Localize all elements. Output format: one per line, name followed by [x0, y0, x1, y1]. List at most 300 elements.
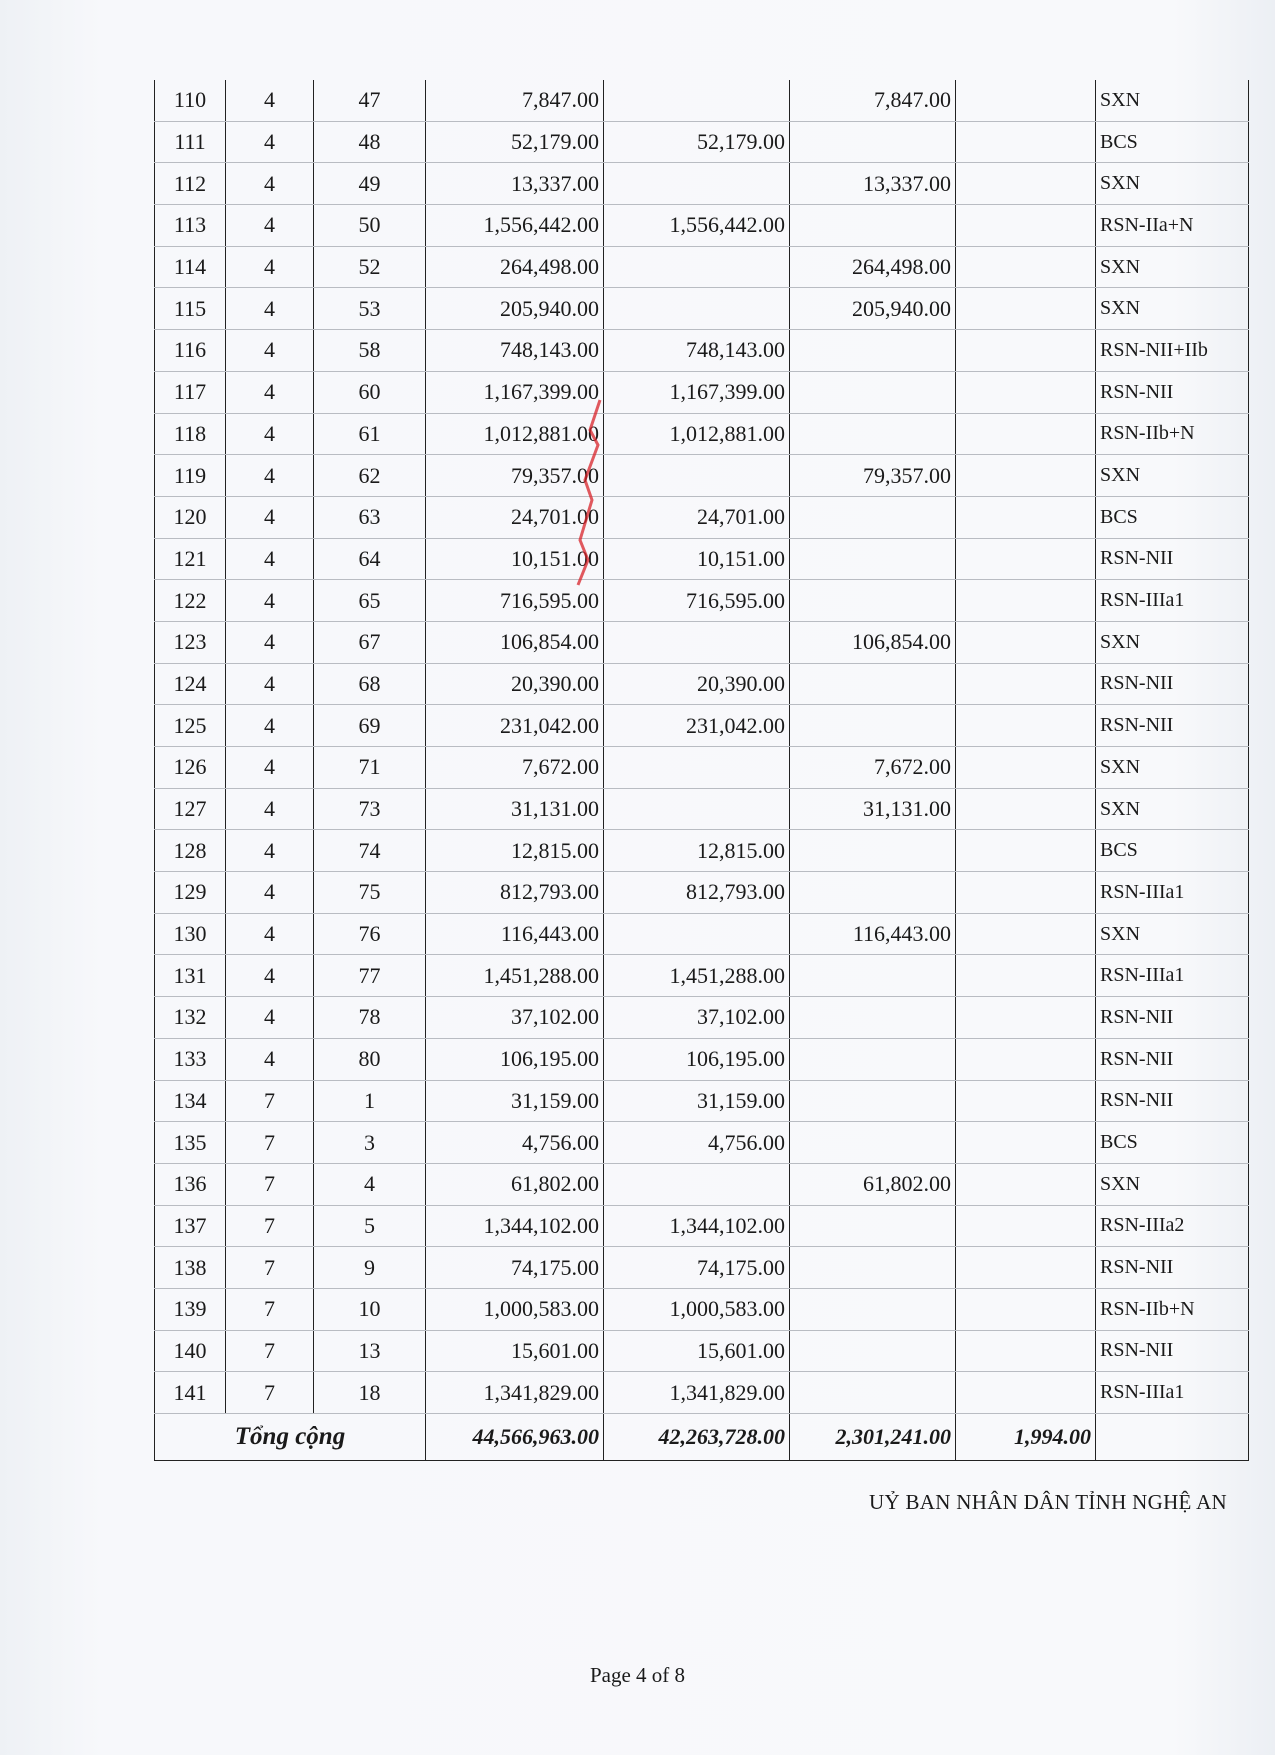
- total-area: 106,854.00: [426, 621, 604, 663]
- area-col-c: [956, 913, 1096, 955]
- area-col-b: [790, 830, 956, 872]
- row-number: 138: [155, 1247, 226, 1289]
- map-sheet: 4: [226, 788, 314, 830]
- total-area: 12,815.00: [426, 830, 604, 872]
- area-col-a: 1,344,102.00: [604, 1205, 790, 1247]
- parcel-number: 71: [314, 747, 426, 789]
- table-row: [155, 455, 1249, 497]
- map-sheet: 7: [226, 1205, 314, 1247]
- area-col-b: 79,357.00: [790, 455, 956, 497]
- map-sheet: 4: [226, 288, 314, 330]
- table-row: [155, 913, 1249, 955]
- total-area: 31,159.00: [426, 1080, 604, 1122]
- land-type: RSN-NII: [1096, 1247, 1249, 1289]
- area-col-c: [956, 371, 1096, 413]
- table-row: [155, 872, 1249, 914]
- table-row: [155, 80, 1249, 121]
- land-type: RSN-NII+IIb: [1096, 330, 1249, 372]
- total-area: 1,012,881.00: [426, 413, 604, 455]
- area-col-b: [790, 1247, 956, 1289]
- table-row: [155, 121, 1249, 163]
- table-row: [155, 788, 1249, 830]
- map-sheet: 7: [226, 1122, 314, 1164]
- area-col-c: [956, 663, 1096, 705]
- land-type: SXN: [1096, 913, 1249, 955]
- area-col-a: [604, 288, 790, 330]
- area-col-c: [956, 580, 1096, 622]
- table-row: [155, 830, 1249, 872]
- area-col-b: 7,847.00: [790, 80, 956, 121]
- map-sheet: 4: [226, 496, 314, 538]
- table-row: [155, 1330, 1249, 1372]
- area-col-b: [790, 121, 956, 163]
- row-number: 111: [155, 121, 226, 163]
- table-row: [155, 1205, 1249, 1247]
- row-number: 117: [155, 371, 226, 413]
- map-sheet: 4: [226, 371, 314, 413]
- map-sheet: 4: [226, 955, 314, 997]
- total-area: 1,556,442.00: [426, 205, 604, 247]
- signing-organization: UỶ BAN NHÂN DÂN TỈNH NGHỆ AN: [869, 1490, 1227, 1514]
- total-area: 7,672.00: [426, 747, 604, 789]
- table-row: [155, 163, 1249, 205]
- total-area: 4,756.00: [426, 1122, 604, 1164]
- table-row: [155, 413, 1249, 455]
- total-area: 24,701.00: [426, 496, 604, 538]
- total-row: [155, 1414, 1249, 1461]
- table-row: [155, 496, 1249, 538]
- area-col-c: [956, 1122, 1096, 1164]
- total-area: 20,390.00: [426, 663, 604, 705]
- area-col-a: 1,167,399.00: [604, 371, 790, 413]
- row-number: 135: [155, 1122, 226, 1164]
- area-col-b: 116,443.00: [790, 913, 956, 955]
- total-col-c: 1,994.00: [956, 1414, 1096, 1461]
- parcel-number: 67: [314, 621, 426, 663]
- area-col-b: 31,131.00: [790, 788, 956, 830]
- total-area: 1,451,288.00: [426, 955, 604, 997]
- row-number: 122: [155, 580, 226, 622]
- table-row: [155, 538, 1249, 580]
- land-type: SXN: [1096, 80, 1249, 121]
- land-type: SXN: [1096, 288, 1249, 330]
- table-row: [155, 955, 1249, 997]
- table-row: [155, 997, 1249, 1039]
- map-sheet: 7: [226, 1372, 314, 1414]
- parcel-number: 53: [314, 288, 426, 330]
- table-row: [155, 1080, 1249, 1122]
- total-col-b: 2,301,241.00: [790, 1414, 956, 1461]
- parcel-number: 48: [314, 121, 426, 163]
- area-col-a: 106,195.00: [604, 1038, 790, 1080]
- total-area: 1,000,583.00: [426, 1288, 604, 1330]
- table-row: [155, 330, 1249, 372]
- area-col-b: 61,802.00: [790, 1163, 956, 1205]
- area-col-c: [956, 1205, 1096, 1247]
- area-col-c: [956, 955, 1096, 997]
- area-col-b: [790, 872, 956, 914]
- total-area: 61,802.00: [426, 1163, 604, 1205]
- map-sheet: 7: [226, 1080, 314, 1122]
- area-col-b: [790, 997, 956, 1039]
- area-col-c: [956, 205, 1096, 247]
- area-col-a: [604, 621, 790, 663]
- area-col-c: [956, 872, 1096, 914]
- parcel-number: 58: [314, 330, 426, 372]
- total-area: 1,341,829.00: [426, 1372, 604, 1414]
- area-col-c: [956, 1163, 1096, 1205]
- area-col-b: [790, 580, 956, 622]
- area-col-c: [956, 621, 1096, 663]
- total-label: Tổng cộng: [155, 1414, 426, 1461]
- table-row: [155, 621, 1249, 663]
- table-row: [155, 246, 1249, 288]
- table-row: [155, 663, 1249, 705]
- page-number: Page 4 of 8: [589, 1663, 686, 1687]
- area-col-c: [956, 705, 1096, 747]
- red-pen-mark: [560, 390, 620, 590]
- area-col-a: 716,595.00: [604, 580, 790, 622]
- row-number: 133: [155, 1038, 226, 1080]
- area-col-c: [956, 1038, 1096, 1080]
- land-type: SXN: [1096, 1163, 1249, 1205]
- row-number: 121: [155, 538, 226, 580]
- parcel-number: 5: [314, 1205, 426, 1247]
- area-col-b: [790, 1205, 956, 1247]
- area-col-c: [956, 788, 1096, 830]
- map-sheet: 7: [226, 1247, 314, 1289]
- area-col-b: [790, 496, 956, 538]
- row-number: 125: [155, 705, 226, 747]
- land-type: SXN: [1096, 621, 1249, 663]
- total-area: 231,042.00: [426, 705, 604, 747]
- parcel-number: 75: [314, 872, 426, 914]
- area-col-c: [956, 538, 1096, 580]
- area-col-c: [956, 1247, 1096, 1289]
- row-number: 139: [155, 1288, 226, 1330]
- area-col-a: 1,341,829.00: [604, 1372, 790, 1414]
- area-col-a: 15,601.00: [604, 1330, 790, 1372]
- area-col-c: [956, 1372, 1096, 1414]
- row-number: 124: [155, 663, 226, 705]
- total-area: 37,102.00: [426, 997, 604, 1039]
- map-sheet: 4: [226, 80, 314, 121]
- parcel-number: 52: [314, 246, 426, 288]
- map-sheet: 7: [226, 1330, 314, 1372]
- row-number: 110: [155, 80, 226, 121]
- land-type: RSN-NII: [1096, 538, 1249, 580]
- land-type: RSN-NII: [1096, 997, 1249, 1039]
- area-col-b: 264,498.00: [790, 246, 956, 288]
- map-sheet: 4: [226, 246, 314, 288]
- row-number: 132: [155, 997, 226, 1039]
- land-type: RSN-IIIa1: [1096, 580, 1249, 622]
- land-type: BCS: [1096, 830, 1249, 872]
- row-number: 137: [155, 1205, 226, 1247]
- total-type-cell: [1096, 1414, 1249, 1461]
- map-sheet: 4: [226, 997, 314, 1039]
- table-row: [155, 1372, 1249, 1414]
- area-col-a: 1,556,442.00: [604, 205, 790, 247]
- map-sheet: 7: [226, 1288, 314, 1330]
- area-col-c: [956, 163, 1096, 205]
- total-area: 74,175.00: [426, 1247, 604, 1289]
- area-col-c: [956, 747, 1096, 789]
- land-type: RSN-IIa+N: [1096, 205, 1249, 247]
- area-col-a: [604, 788, 790, 830]
- area-col-b: [790, 1122, 956, 1164]
- area-col-a: [604, 1163, 790, 1205]
- map-sheet: 4: [226, 538, 314, 580]
- row-number: 120: [155, 496, 226, 538]
- row-number: 129: [155, 872, 226, 914]
- parcel-number: 76: [314, 913, 426, 955]
- area-col-a: 748,143.00: [604, 330, 790, 372]
- total-area: 1,344,102.00: [426, 1205, 604, 1247]
- row-number: 118: [155, 413, 226, 455]
- map-sheet: 4: [226, 663, 314, 705]
- land-type: RSN-NII: [1096, 705, 1249, 747]
- area-col-c: [956, 1288, 1096, 1330]
- total-area: 205,940.00: [426, 288, 604, 330]
- total-area: 748,143.00: [426, 330, 604, 372]
- area-col-a: 74,175.00: [604, 1247, 790, 1289]
- parcel-number: 69: [314, 705, 426, 747]
- total-area: 1,167,399.00: [426, 371, 604, 413]
- map-sheet: 7: [226, 1163, 314, 1205]
- area-col-c: [956, 1080, 1096, 1122]
- area-col-b: [790, 663, 956, 705]
- land-type: RSN-IIIa1: [1096, 955, 1249, 997]
- area-col-b: 13,337.00: [790, 163, 956, 205]
- land-type: RSN-IIIa1: [1096, 872, 1249, 914]
- land-type: RSN-NII: [1096, 1038, 1249, 1080]
- land-type: RSN-IIb+N: [1096, 413, 1249, 455]
- total-area: 10,151.00: [426, 538, 604, 580]
- parcel-number: 64: [314, 538, 426, 580]
- parcel-number: 61: [314, 413, 426, 455]
- total-area: 812,793.00: [426, 872, 604, 914]
- parcel-number: 63: [314, 496, 426, 538]
- land-area-table: [154, 80, 1249, 1461]
- area-col-b: [790, 705, 956, 747]
- table-row: [155, 288, 1249, 330]
- row-number: 141: [155, 1372, 226, 1414]
- land-type: RSN-NII: [1096, 663, 1249, 705]
- land-type: RSN-NII: [1096, 371, 1249, 413]
- area-col-b: 205,940.00: [790, 288, 956, 330]
- row-number: 126: [155, 747, 226, 789]
- total-area: 106,195.00: [426, 1038, 604, 1080]
- area-col-a: 1,000,583.00: [604, 1288, 790, 1330]
- area-col-a: 1,451,288.00: [604, 955, 790, 997]
- area-col-a: 10,151.00: [604, 538, 790, 580]
- map-sheet: 4: [226, 830, 314, 872]
- area-col-a: [604, 163, 790, 205]
- table-row: [155, 1288, 1249, 1330]
- total-col-a: 42,263,728.00: [604, 1414, 790, 1461]
- land-type: BCS: [1096, 1122, 1249, 1164]
- area-col-a: [604, 80, 790, 121]
- table-row: [155, 1122, 1249, 1164]
- area-col-a: 20,390.00: [604, 663, 790, 705]
- row-number: 119: [155, 455, 226, 497]
- area-col-a: 231,042.00: [604, 705, 790, 747]
- land-type: RSN-IIIa2: [1096, 1205, 1249, 1247]
- row-number: 115: [155, 288, 226, 330]
- parcel-number: 74: [314, 830, 426, 872]
- area-col-a: 24,701.00: [604, 496, 790, 538]
- parcel-number: 49: [314, 163, 426, 205]
- total-area: 15,601.00: [426, 1330, 604, 1372]
- table-row: [155, 1247, 1249, 1289]
- map-sheet: 4: [226, 121, 314, 163]
- land-type: SXN: [1096, 455, 1249, 497]
- parcel-number: 77: [314, 955, 426, 997]
- total-area: 44,566,963.00: [426, 1414, 604, 1461]
- area-col-c: [956, 246, 1096, 288]
- area-col-c: [956, 288, 1096, 330]
- map-sheet: 4: [226, 872, 314, 914]
- area-col-c: [956, 496, 1096, 538]
- table-body: [155, 80, 1249, 1414]
- land-type: BCS: [1096, 121, 1249, 163]
- parcel-number: 10: [314, 1288, 426, 1330]
- area-col-b: [790, 1080, 956, 1122]
- land-type: SXN: [1096, 163, 1249, 205]
- parcel-number: 9: [314, 1247, 426, 1289]
- area-col-a: [604, 747, 790, 789]
- land-type: RSN-IIb+N: [1096, 1288, 1249, 1330]
- parcel-number: 62: [314, 455, 426, 497]
- area-col-c: [956, 330, 1096, 372]
- area-col-b: [790, 1330, 956, 1372]
- land-type: RSN-NII: [1096, 1330, 1249, 1372]
- table-row: [155, 1163, 1249, 1205]
- parcel-number: 78: [314, 997, 426, 1039]
- area-col-a: 12,815.00: [604, 830, 790, 872]
- table-row: [155, 580, 1249, 622]
- land-type: SXN: [1096, 246, 1249, 288]
- land-type: RSN-IIIa1: [1096, 1372, 1249, 1414]
- area-col-c: [956, 80, 1096, 121]
- total-area: 264,498.00: [426, 246, 604, 288]
- total-area: 116,443.00: [426, 913, 604, 955]
- parcel-number: 80: [314, 1038, 426, 1080]
- table-row: [155, 705, 1249, 747]
- parcel-number: 47: [314, 80, 426, 121]
- area-col-a: [604, 913, 790, 955]
- parcel-number: 50: [314, 205, 426, 247]
- land-type: BCS: [1096, 496, 1249, 538]
- area-col-c: [956, 413, 1096, 455]
- row-number: 113: [155, 205, 226, 247]
- map-sheet: 4: [226, 913, 314, 955]
- area-col-c: [956, 455, 1096, 497]
- area-col-a: 52,179.00: [604, 121, 790, 163]
- row-number: 134: [155, 1080, 226, 1122]
- area-col-c: [956, 121, 1096, 163]
- total-area: 79,357.00: [426, 455, 604, 497]
- area-col-a: 1,012,881.00: [604, 413, 790, 455]
- map-sheet: 4: [226, 621, 314, 663]
- map-sheet: 4: [226, 330, 314, 372]
- row-number: 140: [155, 1330, 226, 1372]
- area-col-b: [790, 413, 956, 455]
- parcel-number: 13: [314, 1330, 426, 1372]
- map-sheet: 4: [226, 163, 314, 205]
- area-col-b: 106,854.00: [790, 621, 956, 663]
- area-col-b: 7,672.00: [790, 747, 956, 789]
- area-col-b: [790, 955, 956, 997]
- land-type: SXN: [1096, 788, 1249, 830]
- map-sheet: 4: [226, 455, 314, 497]
- total-area: 13,337.00: [426, 163, 604, 205]
- total-area: 716,595.00: [426, 580, 604, 622]
- area-col-a: 812,793.00: [604, 872, 790, 914]
- land-type: SXN: [1096, 747, 1249, 789]
- map-sheet: 4: [226, 580, 314, 622]
- map-sheet: 4: [226, 1038, 314, 1080]
- parcel-number: 60: [314, 371, 426, 413]
- area-col-c: [956, 1330, 1096, 1372]
- table-row: [155, 371, 1249, 413]
- table-row: [155, 747, 1249, 789]
- parcel-number: 1: [314, 1080, 426, 1122]
- parcel-number: 18: [314, 1372, 426, 1414]
- area-col-b: [790, 1038, 956, 1080]
- row-number: 127: [155, 788, 226, 830]
- area-col-a: [604, 455, 790, 497]
- row-number: 130: [155, 913, 226, 955]
- total-area: 31,131.00: [426, 788, 604, 830]
- area-col-b: [790, 205, 956, 247]
- row-number: 116: [155, 330, 226, 372]
- table-row: [155, 205, 1249, 247]
- total-area: 7,847.00: [426, 80, 604, 121]
- area-col-b: [790, 330, 956, 372]
- table-row: [155, 1038, 1249, 1080]
- row-number: 123: [155, 621, 226, 663]
- land-type: RSN-NII: [1096, 1080, 1249, 1122]
- area-col-a: 4,756.00: [604, 1122, 790, 1164]
- row-number: 112: [155, 163, 226, 205]
- area-col-b: [790, 371, 956, 413]
- parcel-number: 73: [314, 788, 426, 830]
- map-sheet: 4: [226, 705, 314, 747]
- area-col-a: [604, 246, 790, 288]
- map-sheet: 4: [226, 205, 314, 247]
- area-col-b: [790, 1288, 956, 1330]
- area-col-c: [956, 997, 1096, 1039]
- area-col-c: [956, 830, 1096, 872]
- map-sheet: 4: [226, 747, 314, 789]
- area-col-b: [790, 1372, 956, 1414]
- parcel-number: 3: [314, 1122, 426, 1164]
- row-number: 136: [155, 1163, 226, 1205]
- row-number: 131: [155, 955, 226, 997]
- area-col-a: 37,102.00: [604, 997, 790, 1039]
- area-col-a: 31,159.00: [604, 1080, 790, 1122]
- parcel-number: 4: [314, 1163, 426, 1205]
- parcel-number: 65: [314, 580, 426, 622]
- row-number: 128: [155, 830, 226, 872]
- area-col-b: [790, 538, 956, 580]
- map-sheet: 4: [226, 413, 314, 455]
- row-number: 114: [155, 246, 226, 288]
- parcel-number: 68: [314, 663, 426, 705]
- total-area: 52,179.00: [426, 121, 604, 163]
